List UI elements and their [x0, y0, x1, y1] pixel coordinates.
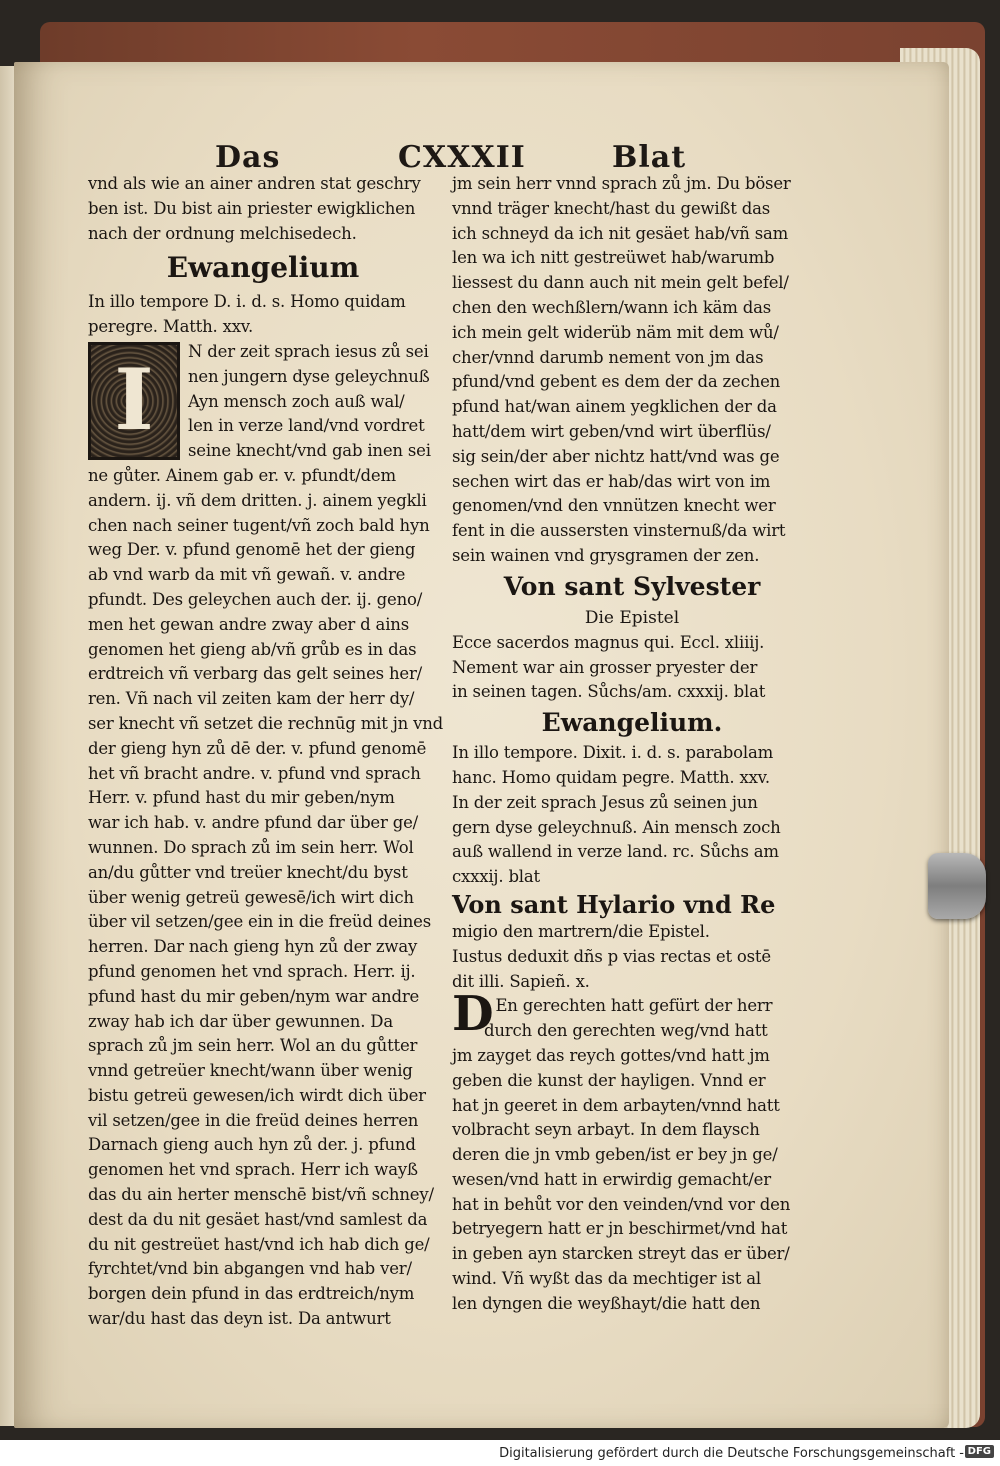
text-line: N der zeit sprach iesus zů sei [188, 341, 429, 361]
text-line: pfund genomen het vnd sprach. Herr. ij. [88, 961, 416, 981]
text-line: herren. Dar nach gieng hyn zů der zway [88, 937, 418, 957]
citation-line: peregre. Matth. xxv. [88, 317, 254, 337]
text-line: der gieng hyn zů dē der. v. pfund genomē [88, 738, 427, 758]
footer-bar [0, 1440, 1000, 1466]
text-line: geben die kunst der hayligen. Vnnd er [452, 1070, 766, 1090]
section-heading: Ewangelium [166, 251, 360, 285]
text-line: weg Der. v. pfund genomē het der gieng [88, 540, 416, 560]
text-line: in geben ayn starcken streyt das er über/ [452, 1244, 790, 1264]
text-line: auß wallend in verze land. rc. Sůchs am [452, 842, 779, 862]
text-line: andern. ij. vñ dem dritten. j. ainem yegkli [88, 490, 427, 510]
text-line: pfundt. Des geleychen auch der. ij. geno/ [88, 589, 423, 609]
header-right: Blat [612, 140, 687, 175]
text-line: betryegern hatt er jn beschirmet/vnd hat [452, 1219, 788, 1239]
text-line: ich schneyd da ich nit gesäet hab/vñ sam [452, 223, 789, 243]
text-line: cher/vnnd darumb nement von jm das [452, 347, 764, 367]
section-heading: Von sant Hylario vnd Re [452, 889, 776, 919]
text-line: vnnd getreüer knecht/wann über wenig [88, 1061, 413, 1081]
text-line: In der zeit sprach Jesus zů seinen jun [452, 792, 758, 812]
text-line: war/du hast das deyn ist. Da antwurt [88, 1309, 391, 1329]
text-line: hatt/dem wirt geben/vnd wirt überflüs/ [452, 421, 771, 441]
text-line: sein wainen vnd grysgramen der zen. [452, 545, 760, 565]
text-line: chen den wechßlern/wann ich käm das [452, 297, 772, 317]
text-line: het vñ bracht andre. v. pfund vnd sprach [88, 763, 421, 783]
text-line: genomen het gieng ab/vñ grůb es in das [88, 639, 417, 659]
text-line: seine knecht/vnd gab inen sei [188, 441, 431, 461]
text-line: nach der ordnung melchisedech. [88, 223, 357, 243]
text-line: das du ain herter menschē bist/vñ schney/ [88, 1185, 434, 1205]
text-line: In illo tempore. Dixit. i. d. s. parabolam [452, 743, 774, 763]
text-line: an/du gůtter vnd treüer knecht/du byst [88, 862, 408, 882]
text-line: jm zayget das reych gottes/vnd hatt jm [452, 1045, 770, 1065]
funding-credit: Digitalisierung gefördert durch die Deutsche Forschungsgemeinschaft - [499, 1446, 964, 1461]
text-line: fent in die aussersten vinsternuß/da wirt [452, 521, 786, 541]
text-line: dest da du nit gesäet hast/vnd samlest da [88, 1209, 428, 1229]
text-line: borgen dein pfund in das erdtreich/nym [88, 1284, 415, 1304]
text-line: bistu getreü gewesen/ich wirdt dich über [88, 1085, 426, 1105]
text-line: hat jn geeret in dem arbayten/vnnd hatt [452, 1095, 780, 1115]
text-line: fyrchtet/vnd bin abgangen vnd hab ver/ [88, 1259, 412, 1279]
facing-page-edge [0, 66, 14, 1426]
text-line: volbracht seyn arbayt. In dem flaysch [452, 1120, 760, 1140]
text-line: war ich hab. v. andre pfund dar über ge/ [88, 813, 419, 833]
text-line: genomen/vnd den vnnützen knecht wer [452, 496, 776, 516]
text-line: pfund/vnd gebent es dem der da zechen [452, 372, 781, 392]
text-line: ne gůter. Ainem gab er. v. pfundt/dem [88, 465, 396, 485]
text-line: pfund hast du mir geben/nym war andre [88, 986, 420, 1006]
citation-line: In illo tempore D. i. d. s. Homo quidam [88, 292, 406, 312]
text-line: Iustus deduxit dñs p vias rectas et ostē [452, 946, 771, 966]
text-line: ren. Vñ nach vil zeiten kam der herr dy/ [88, 689, 415, 709]
text-line: wind. Vñ wyßt das da mechtiger ist al [452, 1269, 761, 1289]
text-line: du nit gestreüet hast/vnd ich hab dich ge/ [88, 1234, 430, 1254]
text-line: über wenig getreü gewesē/ich wirt dich [88, 887, 414, 907]
text-line: erdtreich vñ verbarg das gelt seines her/ [88, 664, 422, 684]
text-line: len in verze land/vnd vordret [188, 416, 425, 436]
text-line: in seinen tagen. Sůchs/am. cxxxij. blat [452, 682, 766, 702]
text-line: wesen/vnd hatt in erwirdig gemacht/er [452, 1169, 771, 1189]
text-line: deren die jn vmb geben/ist er bey jn ge/ [452, 1145, 778, 1165]
text-line: nen jungern dyse geleychnuß [188, 366, 430, 386]
text-line: dit illi. Sapieñ. x. [452, 971, 590, 991]
dfg-logo: DFG [965, 1445, 994, 1458]
text-line: migio den martrern/die Epistel. [452, 921, 710, 941]
text-line: liessest du dann auch nit mein gelt befel/ [452, 273, 789, 293]
text-line: über vil setzen/gee ein in die freüd deines [88, 912, 432, 932]
text-line: ab vnd warb da mit vñ gewañ. v. andre [88, 565, 406, 585]
text-line: sprach zů jm sein herr. Wol an du gůtter [88, 1036, 418, 1056]
text-line: men het gewan andre zway aber d ains [88, 614, 409, 634]
text-line: chen nach seiner tugent/vñ zoch bald hyn [88, 515, 430, 535]
text-line: Darnach gieng auch hyn zů der. j. pfund [88, 1135, 416, 1155]
left-column [88, 172, 444, 1332]
section-heading: Ewangelium. [541, 708, 723, 738]
right-column [452, 172, 812, 1317]
text-line: len dyngen die weyßhayt/die hatt den [452, 1293, 761, 1313]
text-line: sig sein/der aber nichtz hatt/vnd was ge [452, 446, 780, 466]
text-line: durch den gerechten weg/vnd hatt [484, 1021, 768, 1041]
initial-block [88, 340, 438, 464]
text-line: vil setzen/gee in die freüd deines herren [88, 1110, 419, 1130]
header-left: Das [215, 140, 281, 175]
text-line: hat in behůt vor den veinden/vnd vor den [452, 1194, 791, 1214]
text-line: ser knecht vñ setzet die rechnūg mit jn vnd [88, 713, 444, 733]
page-clip [928, 853, 986, 919]
section-heading: Von sant Sylvester [503, 571, 761, 601]
text-line: cxxxij. blat [452, 867, 540, 887]
section-subheading: Die Epistel [584, 607, 680, 628]
text-line: hanc. Homo quidam pegre. Matth. xxv. [452, 767, 770, 787]
text-line: ich mein gelt widerüb näm mit dem wů/ [452, 322, 779, 342]
folio-number: CXXXII [398, 140, 526, 175]
drop-initial: D [452, 986, 494, 1043]
text-line: Herr. v. pfund hast du mir geben/nym [88, 788, 395, 808]
text-line: Ecce sacerdos magnus qui. Eccl. xliiij. [452, 632, 765, 652]
text-line: ben ist. Du bist ain priester ewigklichen [88, 198, 416, 218]
text-line: len wa ich nitt gestreüwet hab/warumb [452, 248, 775, 268]
text-line: genomen het vnd sprach. Herr ich wayß [88, 1160, 418, 1180]
text-line: sechen wirt das er hab/das wirt von im [452, 471, 771, 491]
text-line: jm sein herr vnnd sprach zů jm. Du böser [452, 174, 791, 193]
decorated-initial: I [88, 342, 180, 460]
text-line: Nement war ain grosser pryester der [452, 657, 758, 677]
text-line: wunnen. Do sprach zů im sein herr. Wol [88, 837, 414, 857]
text-line: Ayn mensch zoch auß wal/ [188, 391, 405, 411]
text-line: pfund hat/wan ainem yegklichen der da [452, 397, 777, 417]
text-line: vnd als wie an ainer andren stat geschry [88, 174, 421, 193]
text-line: vnnd träger knecht/hast du gewißt das [452, 198, 770, 218]
text-line: zway hab ich dar über gewunnen. Da [88, 1011, 393, 1031]
text-span: En gerechten hatt gefürt der herr [495, 996, 773, 1016]
text-line: gern dyse geleychnuß. Ain mensch zoch [452, 817, 781, 837]
